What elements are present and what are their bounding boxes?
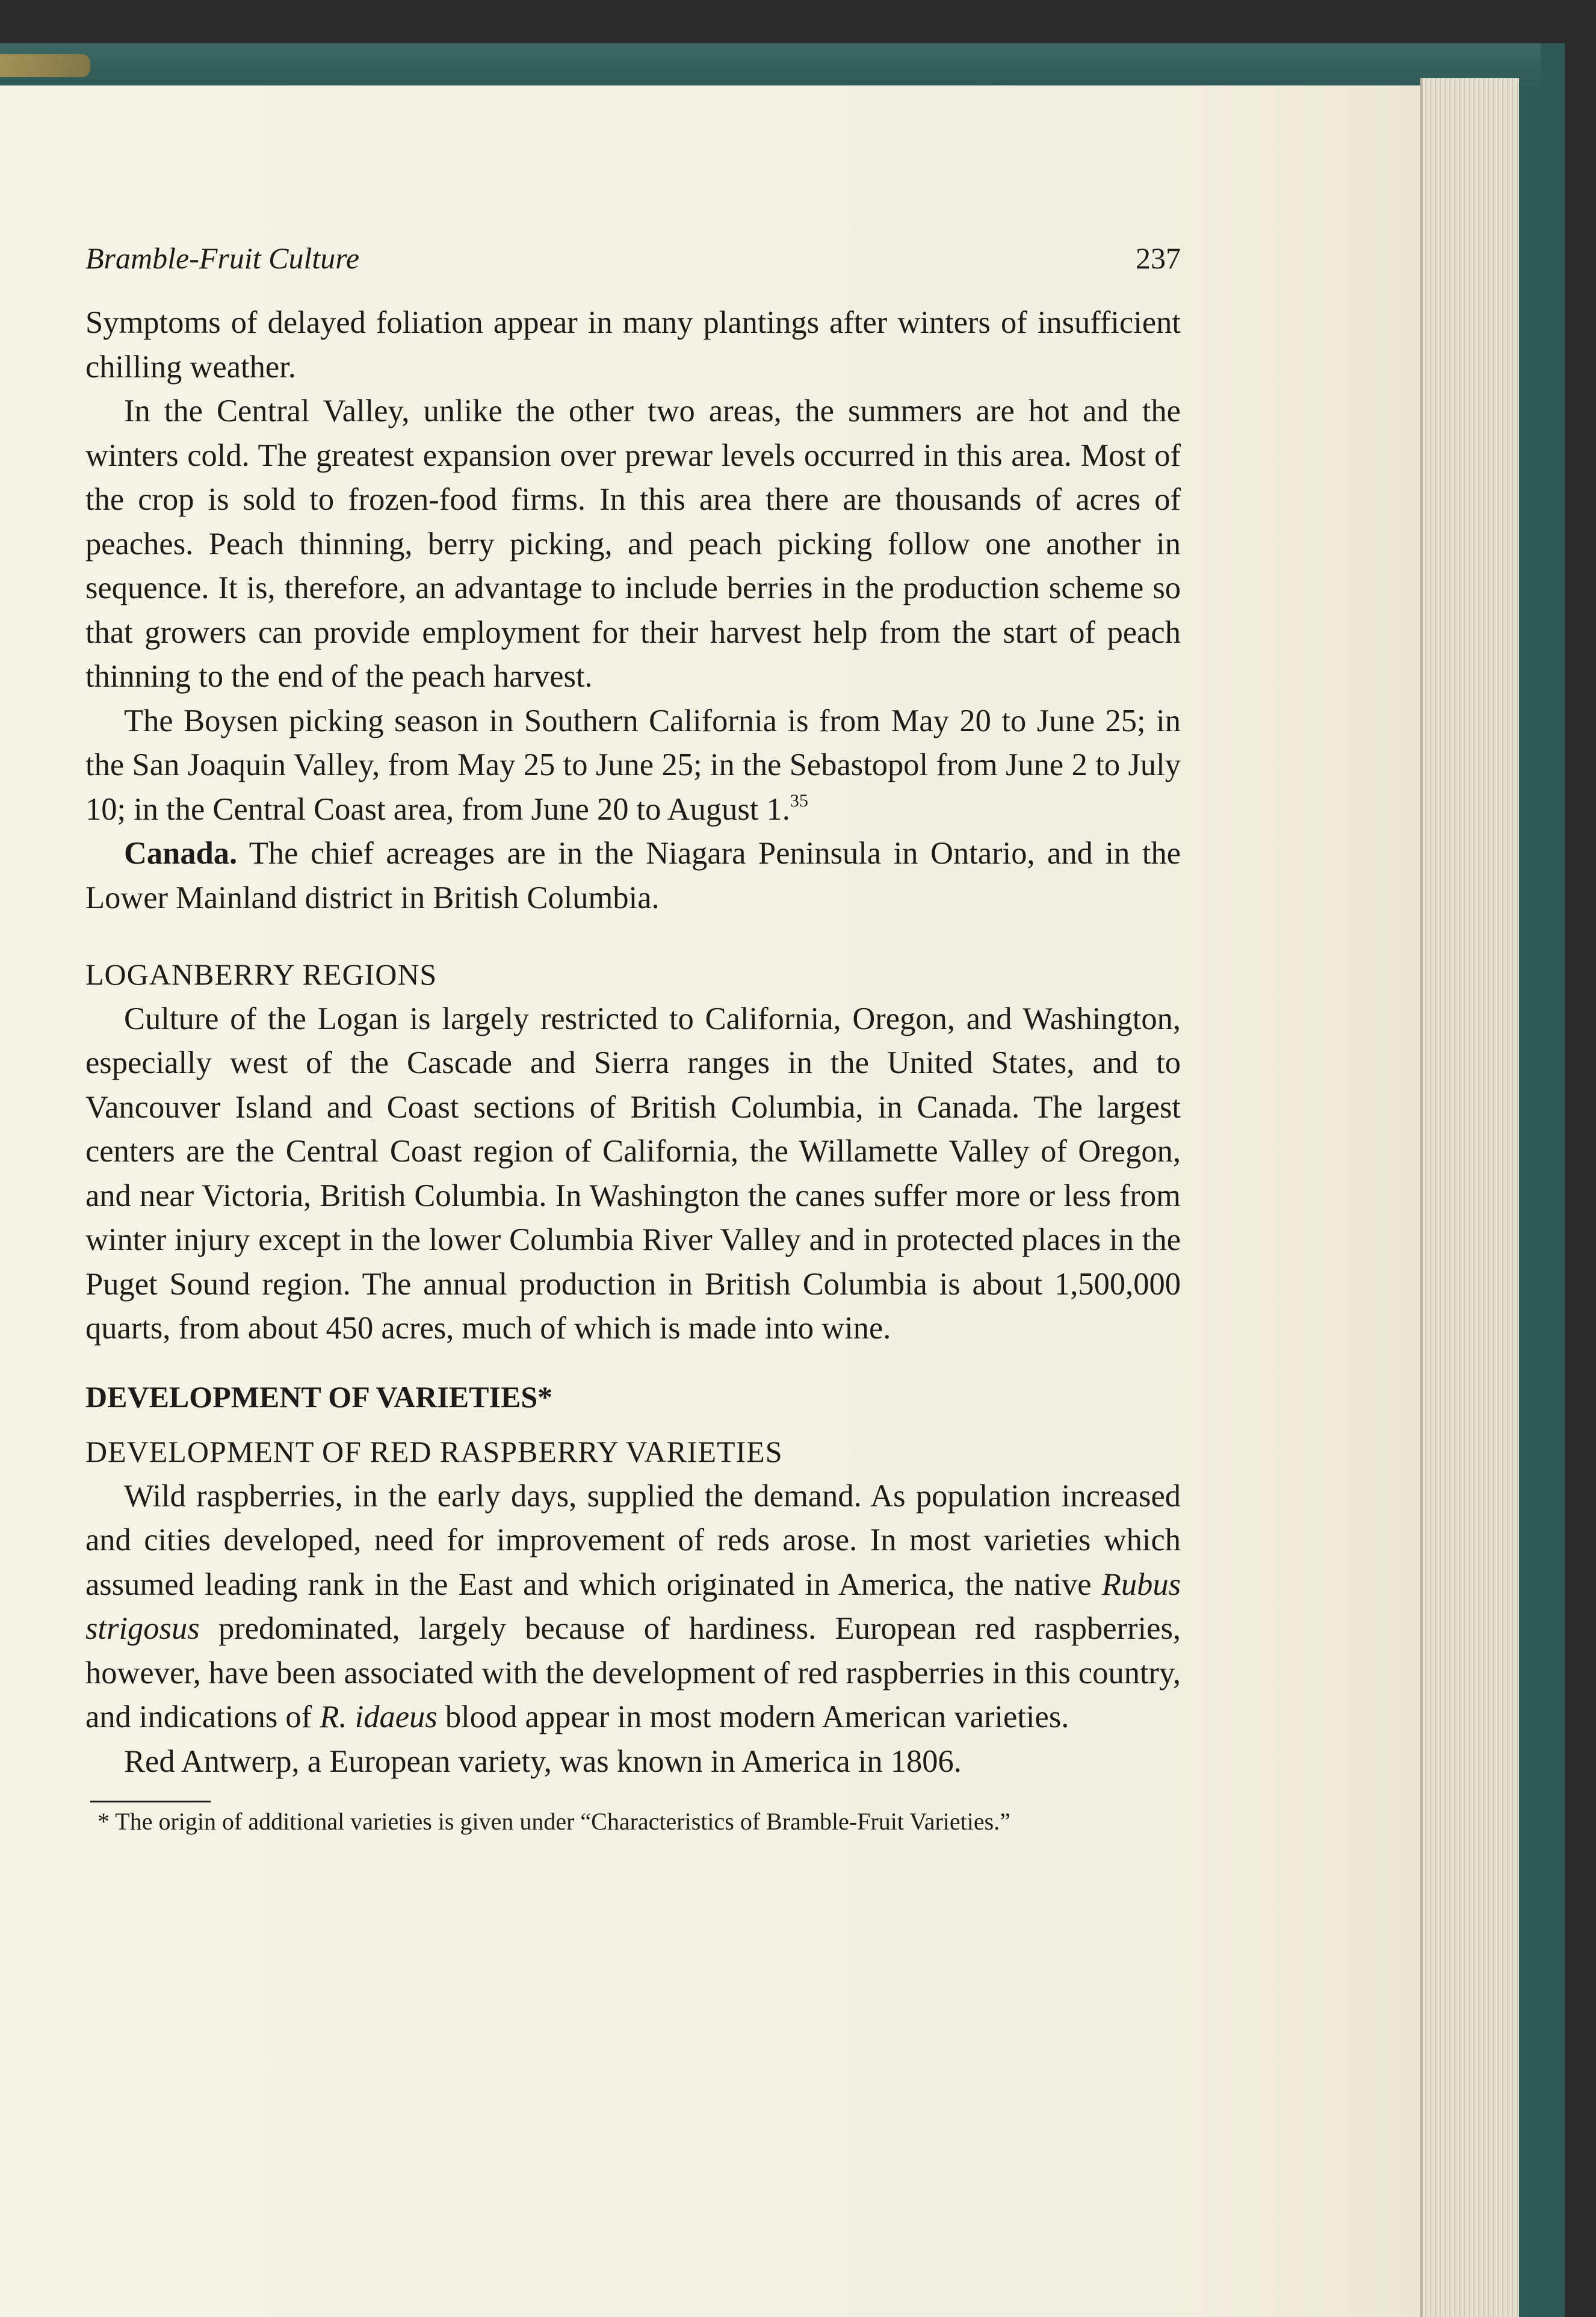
wild-raspberries-text-c: blood appear in most modern American varieties. (437, 1700, 1069, 1734)
wild-raspberries-text-a: Wild raspberries, in the early days, supplied the demand. As population increased and cities developed, need for improvement of reds arose. In most varieties which assumed leading rank in the East and which originated in America, the native (85, 1478, 1181, 1602)
running-head-title: Bramble-Fruit Culture (85, 241, 360, 275)
page-edges (1420, 78, 1519, 2317)
species-rubus-strigosus: Rubus strigosus (85, 1567, 1181, 1646)
paragraph-central-valley: In the Central Valley, unlike the other two areas, the summers are hot and the winters cold. The greatest expansion over prewar levels occurred in this area. Most of the crop is sold to frozen-food firms. In this area there are thousands of acres of peaches. Peach thinning, berry picking, and peach picking follow one another in sequence. It is, therefore, an advantage to include berries in the production scheme so that growers can provide employment for their harvest help from the start of peach thinning to the end of the peach harvest. (85, 394, 1181, 694)
cover-top-edge (0, 43, 1541, 85)
paragraph-boysen-season (85, 699, 1181, 832)
gilt-bookmark-ribbon (0, 54, 90, 77)
running-head (85, 241, 1181, 301)
footnote: * The origin of additional varieties is given under “Characteristics of Bramble-Fruit Varieties.” (97, 1808, 1010, 1835)
canada-text: The chief acreages are in the Niagara Peninsula in Ontario, and in the Lower Mainland district in British Columbia. (85, 836, 1181, 915)
paragraph-wild-raspberries (85, 1474, 1181, 1740)
paragraph-loganberry: Culture of the Logan is largely restricted to California, Oregon, and Washington, especially west of the Cascade and Sierra ranges in the United States, and to Vancouver Island and Coast sections of British Columbia, in Canada. The largest centers are the Central Coast region of California, the Willamette Valley of Oregon, and near Victoria, British Columbia. In Washington the canes suffer more or less from winter injury except in the lower Columbia River Valley and in protected places in the Puget Sound region. The annual production in British Columbia is about 1,500,000 quarts, from about 450 acres, much of which is made into wine. (85, 1001, 1181, 1346)
wild-raspberries-text-b: predominated, largely because of hardiness. European red raspberries, however, have been associated with the development of red raspberries in this country, and indications of (85, 1611, 1181, 1734)
page-number: 237 (1136, 241, 1181, 275)
heading-red-raspberry-varieties: DEVELOPMENT OF RED RASPBERRY VARIETIES (85, 1435, 783, 1468)
boysen-season-text: The Boysen picking season in Southern California is from May 20 to June 25; in the San Joaquin Valley, from May 25 to June 25; in the Sebastopol from June 2 to July 10; in the Central Coast area, from June 20 to August 1. (85, 703, 1181, 827)
species-r-idaeus: R. idaeus (320, 1700, 438, 1734)
paragraph-red-antwerp: Red Antwerp, a European variety, was known in America in 1806. (124, 1743, 962, 1779)
canada-lead: Canada. (124, 836, 238, 871)
reference-superscript: 35 (790, 790, 808, 811)
paragraph-canada (85, 832, 1181, 920)
paragraph-delayed-foliation: Symptoms of delayed foliation appear in many plantings after winters of insufficient chilling weather. (85, 305, 1181, 385)
heading-loganberry-regions: LOGANBERRY REGIONS (85, 957, 438, 991)
heading-development-of-varieties: DEVELOPMENT OF VARIETIES* (85, 1379, 553, 1414)
page-text-block (85, 241, 1181, 1837)
